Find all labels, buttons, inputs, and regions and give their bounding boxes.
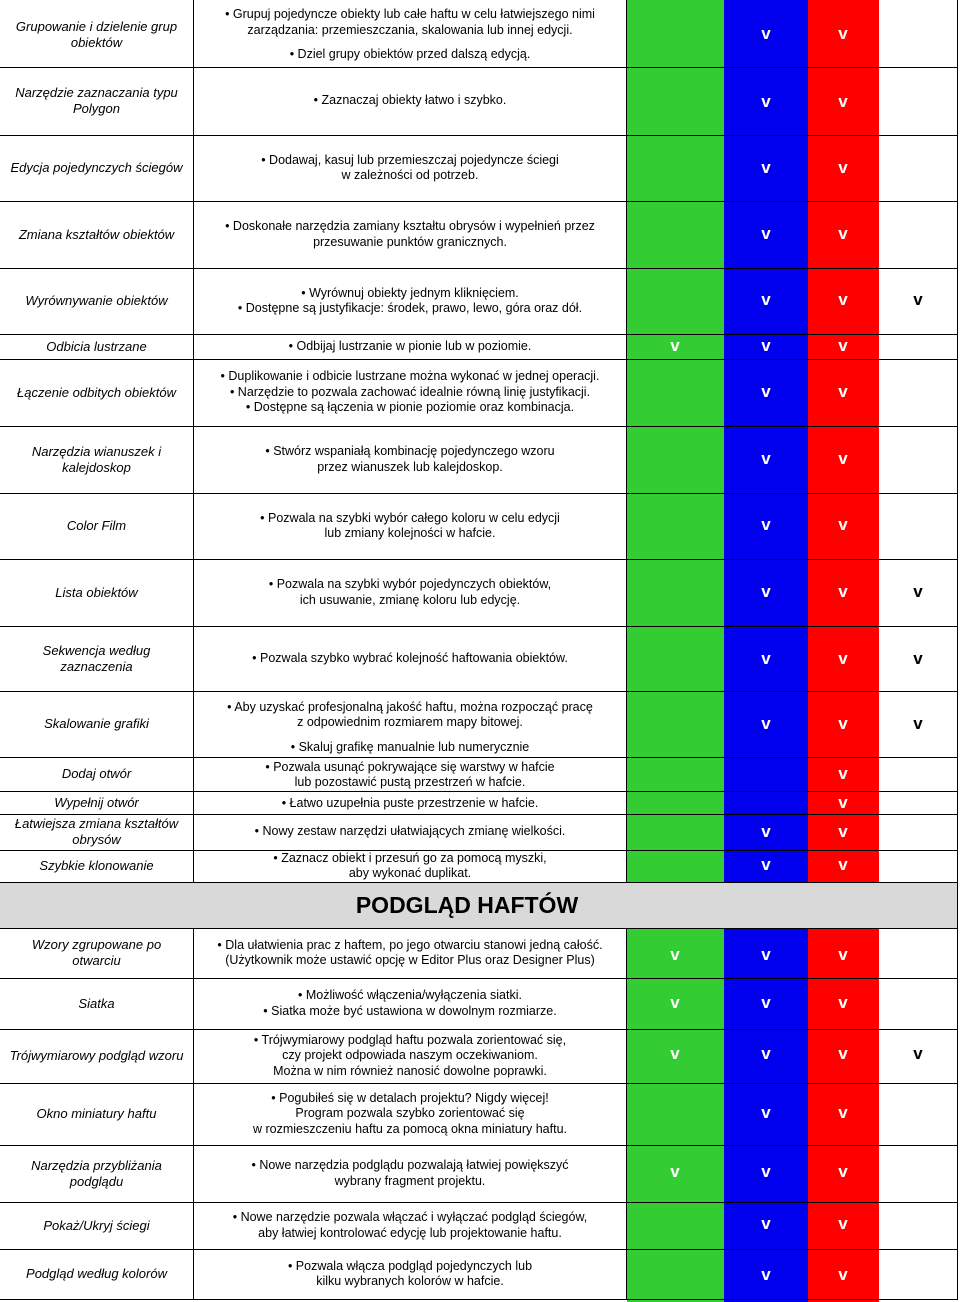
feature-name: Narzędzia przybliżania podglądu: [31, 1157, 162, 1189]
check-mark-col3: v: [838, 515, 848, 534]
check-mark-col3: v: [838, 793, 848, 812]
check-mark-col2: v: [761, 993, 771, 1012]
feature-description: [193, 978, 627, 1029]
check-mark-col3: v: [838, 449, 848, 468]
check-mark-col3: v: [838, 1265, 848, 1284]
check-mark-col2: v: [761, 714, 771, 733]
row-divider: [0, 493, 958, 494]
feature-name: Trójwymiarowy podgląd wzoru: [9, 1048, 184, 1063]
check-mark-col1: v: [670, 945, 680, 964]
check-mark-col3: v: [838, 1214, 848, 1233]
column-divider: [626, 928, 627, 1300]
feature-description: [193, 67, 627, 135]
row-divider: [0, 850, 958, 851]
check-mark-col1: v: [670, 1044, 680, 1063]
column-1-band: [627, 0, 724, 1302]
check-mark-col2: v: [761, 24, 771, 43]
check-mark-col2: v: [761, 1103, 771, 1122]
feature-name: Wyrównywanie obiektów: [25, 293, 168, 308]
description-line: lub pozostawić pustą przestrzeń w hafcie.: [294, 775, 526, 789]
feature-name: Color Film: [66, 518, 127, 533]
check-mark-col3: v: [838, 714, 848, 733]
check-mark-col2: v: [761, 649, 771, 668]
check-mark-col3: v: [838, 24, 848, 43]
feature-name: Zmiana kształtów obiektów: [18, 226, 175, 242]
feature-description: [193, 1202, 627, 1249]
row-divider: [0, 135, 958, 136]
row-divider: [0, 626, 958, 627]
feature-description: [193, 426, 627, 493]
description-line: • Narzędzie to pozwala zachować idealnie równą linię justyfikacji.: [229, 384, 591, 399]
check-mark-col2: v: [761, 449, 771, 468]
check-mark-col2: v: [761, 224, 771, 243]
check-mark-col3: v: [838, 336, 848, 355]
description-line: • Możliwość włączenia/wyłączenia siatki.: [298, 988, 522, 1002]
row-divider: [0, 757, 958, 758]
check-mark-col2: v: [761, 582, 771, 601]
feature-name: Wypełnij otwór: [54, 794, 139, 810]
check-mark-col4: v: [913, 1044, 923, 1063]
description-line: • Aby uzyskać profesjonalną jakość haftu, można rozpocząć pracę: [227, 699, 593, 714]
description-line: • Doskonałe narzędzia zamiany kształtu obrysów i wypełnień przez: [225, 219, 595, 233]
section-header-preview: [0, 882, 958, 928]
row-divider: [0, 268, 958, 269]
feature-description: [193, 493, 627, 559]
check-mark-col2: v: [761, 1214, 771, 1233]
description-line: • Dostępne są łączenia w pionie poziomie oraz kombinacja.: [245, 400, 575, 415]
check-mark-col3: v: [838, 382, 848, 401]
description-line: • Nowe narzędzia podglądu pozwalają łatwiej powiększyć: [251, 1158, 569, 1172]
description-line: lub zmiany kolejności w hafcie.: [324, 526, 496, 540]
description-line: • Odbijaj lustrzanie w pionie lub w poziomie.: [288, 338, 532, 353]
description-line: zarządzania: przemieszczania, skalowania lub innej edycji.: [247, 22, 573, 37]
description-line: przez wianuszek lub kalejdoskop.: [317, 459, 503, 474]
row-divider: [0, 359, 958, 360]
description-line: kilku wybranych kolorów w hafcie.: [316, 1274, 504, 1288]
description-line: • Pozwala na szybki wybór całego koloru w celu edycji: [260, 510, 560, 525]
check-mark-col4: v: [913, 714, 923, 733]
check-mark-col4: v: [913, 582, 923, 601]
feature-description: [193, 1029, 627, 1083]
description-line: • Grupuj pojedyncze obiekty lub całe haftu w celu łatwiejszego nimi: [225, 7, 595, 22]
feature-description: [193, 3, 627, 67]
column-divider: [957, 0, 958, 1300]
check-mark-col2: v: [761, 855, 771, 874]
feature-description: [193, 757, 627, 793]
description-line: • Pogubiłeś się w detalach projektu? Nigdy więcej!: [271, 1090, 549, 1105]
description-line: czy projekt odpowiada naszym oczekiwaniom.: [282, 1048, 538, 1063]
description-line: • Dostępne są justyfikacje: środek, prawo, lewo, góra oraz dół.: [237, 301, 583, 315]
feature-name: Odbicia lustrzane: [46, 338, 147, 354]
description-line: • Dla ułatwienia prac z haftem, po jego otwarciu stanowi jedną całość.: [217, 937, 603, 952]
feature-name: Skalowanie grafiki: [44, 716, 149, 731]
description-line: (Użytkownik może ustawić opcję w Editor Plus oraz Designer Plus): [225, 953, 595, 967]
description-line: Można w nim również nanosić dowolne poprawki.: [273, 1063, 547, 1078]
row-divider: [0, 67, 958, 68]
feature-description: [193, 135, 627, 201]
feature-description: [193, 268, 627, 334]
column-divider: [626, 0, 627, 882]
feature-name: Grupowanie i dzielenie grup obiektów: [15, 19, 178, 50]
feature-name: Łączenie odbitych obiektów: [17, 384, 176, 400]
check-mark-col2: v: [761, 290, 771, 309]
feature-name: Lista obiektów: [55, 584, 138, 600]
row-divider: [0, 928, 958, 929]
feature-name: Podgląd według kolorów: [26, 1266, 167, 1281]
row-divider: [0, 1299, 958, 1300]
check-mark-col3: v: [838, 993, 848, 1012]
check-mark-col1: v: [670, 1162, 680, 1181]
feature-name: Edycja pojedynczych ściegów: [10, 160, 183, 175]
description-line: aby wykonać duplikat.: [348, 866, 472, 880]
description-line: przesuwanie punktów granicznych.: [313, 234, 507, 249]
description-line: z odpowiednim rozmiarem mapy bitowej.: [297, 715, 523, 730]
description-line: • Wyrównuj obiekty jednym kliknięciem.: [301, 285, 519, 300]
description-line: w zależności od potrzeb.: [341, 168, 479, 182]
row-divider: [0, 1249, 958, 1250]
check-mark-col2: v: [761, 336, 771, 355]
description-line: • Siatka może być ustawiona w dowolnym rozmiarze.: [263, 1003, 557, 1018]
check-mark-col2: v: [761, 515, 771, 534]
description-line: • Zaznaczaj obiekty łatwo i szybko.: [313, 93, 507, 108]
check-mark-col3: v: [838, 1044, 848, 1063]
feature-name: Siatka: [78, 995, 115, 1011]
check-mark-col2: v: [761, 92, 771, 111]
feature-name: Sekwencja według zaznaczenia: [42, 642, 151, 674]
feature-description: [193, 626, 627, 691]
description-line: • Pozwala na szybki wybór pojedynczych obiektów,: [268, 577, 552, 591]
check-mark-col3: v: [838, 822, 848, 841]
check-mark-col3: v: [838, 945, 848, 964]
check-mark-col4: v: [913, 290, 923, 309]
row-divider: [0, 201, 958, 202]
check-mark-col1: v: [670, 993, 680, 1012]
description-line: • Łatwo uzupełnia puste przestrzenie w hafcie.: [281, 795, 539, 810]
description-line: • Trójwymiarowy podgląd haftu pozwala zorientować się,: [253, 1032, 567, 1047]
check-mark-col1: v: [670, 336, 680, 355]
feature-description: [193, 201, 627, 268]
check-mark-col4: v: [913, 649, 923, 668]
feature-description: [193, 691, 627, 764]
column-divider: [193, 928, 194, 1300]
feature-description: [193, 334, 627, 359]
check-mark-col3: v: [838, 855, 848, 874]
check-mark-col2: v: [761, 382, 771, 401]
feature-description: [193, 1083, 627, 1145]
row-divider: [0, 882, 958, 883]
row-divider: [0, 1029, 958, 1030]
row-divider: [0, 1083, 958, 1084]
feature-description: [193, 1145, 627, 1202]
feature-description: [193, 359, 627, 426]
check-mark-col2: v: [761, 1044, 771, 1063]
description-line: • Pozwala szybko wybrać kolejność haftowania obiektów.: [252, 650, 568, 665]
row-divider: [0, 1202, 958, 1203]
check-mark-col2: v: [761, 1162, 771, 1181]
feature-name: Narzędzie zaznaczania typu Polygon: [15, 85, 178, 116]
check-mark-col2: v: [761, 158, 771, 177]
feature-name: Okno miniatury haftu: [36, 1106, 157, 1121]
row-divider: [0, 791, 958, 792]
check-mark-col3: v: [838, 764, 848, 783]
description-line: w rozmieszczeniu haftu za pomocą okna miniatury haftu.: [252, 1121, 568, 1136]
check-mark-col3: v: [838, 1162, 848, 1181]
feature-description: [193, 850, 627, 882]
description-line: • Dziel grupy obiektów przed dalszą edycją.: [289, 47, 531, 62]
check-mark-col3: v: [838, 649, 848, 668]
row-divider: [0, 1145, 958, 1146]
feature-name: Łatwiejsza zmiana kształtów obrysów: [14, 816, 179, 847]
feature-description: [193, 814, 627, 850]
description-line: • Zaznacz obiekt i przesuń go za pomocą myszki,: [273, 850, 547, 865]
feature-name: Dodaj otwór: [61, 766, 132, 781]
check-mark-col3: v: [838, 224, 848, 243]
section-title: PODGLĄD HAFTÓW: [355, 891, 579, 918]
row-divider: [0, 334, 958, 335]
description-line: • Stwórz wspaniałą kombinację pojedynczego wzoru: [265, 444, 555, 458]
description-line: • Skaluj grafikę manualnie lub numerycznie: [290, 739, 530, 754]
description-line: aby łatwiej kontrolować edycję lub projektowanie haftu.: [258, 1225, 562, 1240]
row-divider: [0, 559, 958, 560]
feature-name: Wzory zgrupowane po otwarciu: [31, 937, 162, 968]
feature-name: Narzędzia wianuszek i kalejdoskop: [31, 443, 162, 475]
feature-name: Pokaż/Ukryj ściegi: [43, 1217, 150, 1233]
feature-description: [193, 1249, 627, 1299]
description-line: • Pozwala usunąć pokrywające się warstwy w hafcie: [265, 759, 555, 774]
check-mark-col2: v: [761, 945, 771, 964]
check-mark-col3: v: [838, 1103, 848, 1122]
description-line: wybrany fragment projektu.: [334, 1173, 486, 1188]
description-line: • Duplikowanie i odbicie lustrzane można wykonać w jednej operacji.: [220, 369, 600, 384]
feature-description: [193, 559, 627, 626]
feature-name: Szybkie klonowanie: [39, 858, 154, 873]
feature-description: [193, 793, 627, 814]
description-line: • Nowe narzędzie pozwala włączać i wyłączać podgląd ściegów,: [232, 1210, 588, 1224]
description-line: • Pozwala włącza podgląd pojedynczych lub: [287, 1258, 533, 1273]
check-mark-col3: v: [838, 158, 848, 177]
check-mark-col3: v: [838, 290, 848, 309]
row-divider: [0, 691, 958, 692]
row-divider: [0, 978, 958, 979]
feature-description: [193, 928, 627, 978]
check-mark-col2: v: [761, 1265, 771, 1284]
description-line: ich usuwanie, zmianę koloru lub edycję.: [299, 592, 521, 607]
check-mark-col3: v: [838, 582, 848, 601]
column-divider: [193, 0, 194, 882]
row-divider: [0, 814, 958, 815]
check-mark-col3: v: [838, 92, 848, 111]
row-divider: [0, 426, 958, 427]
check-mark-col2: v: [761, 822, 771, 841]
description-line: Program pozwala szybko zorientować się: [295, 1106, 525, 1121]
description-line: • Dodawaj, kasuj lub przemieszczaj pojedyncze ściegi: [261, 152, 559, 167]
description-line: • Nowy zestaw narzędzi ułatwiających zmianę wielkości.: [254, 824, 566, 839]
